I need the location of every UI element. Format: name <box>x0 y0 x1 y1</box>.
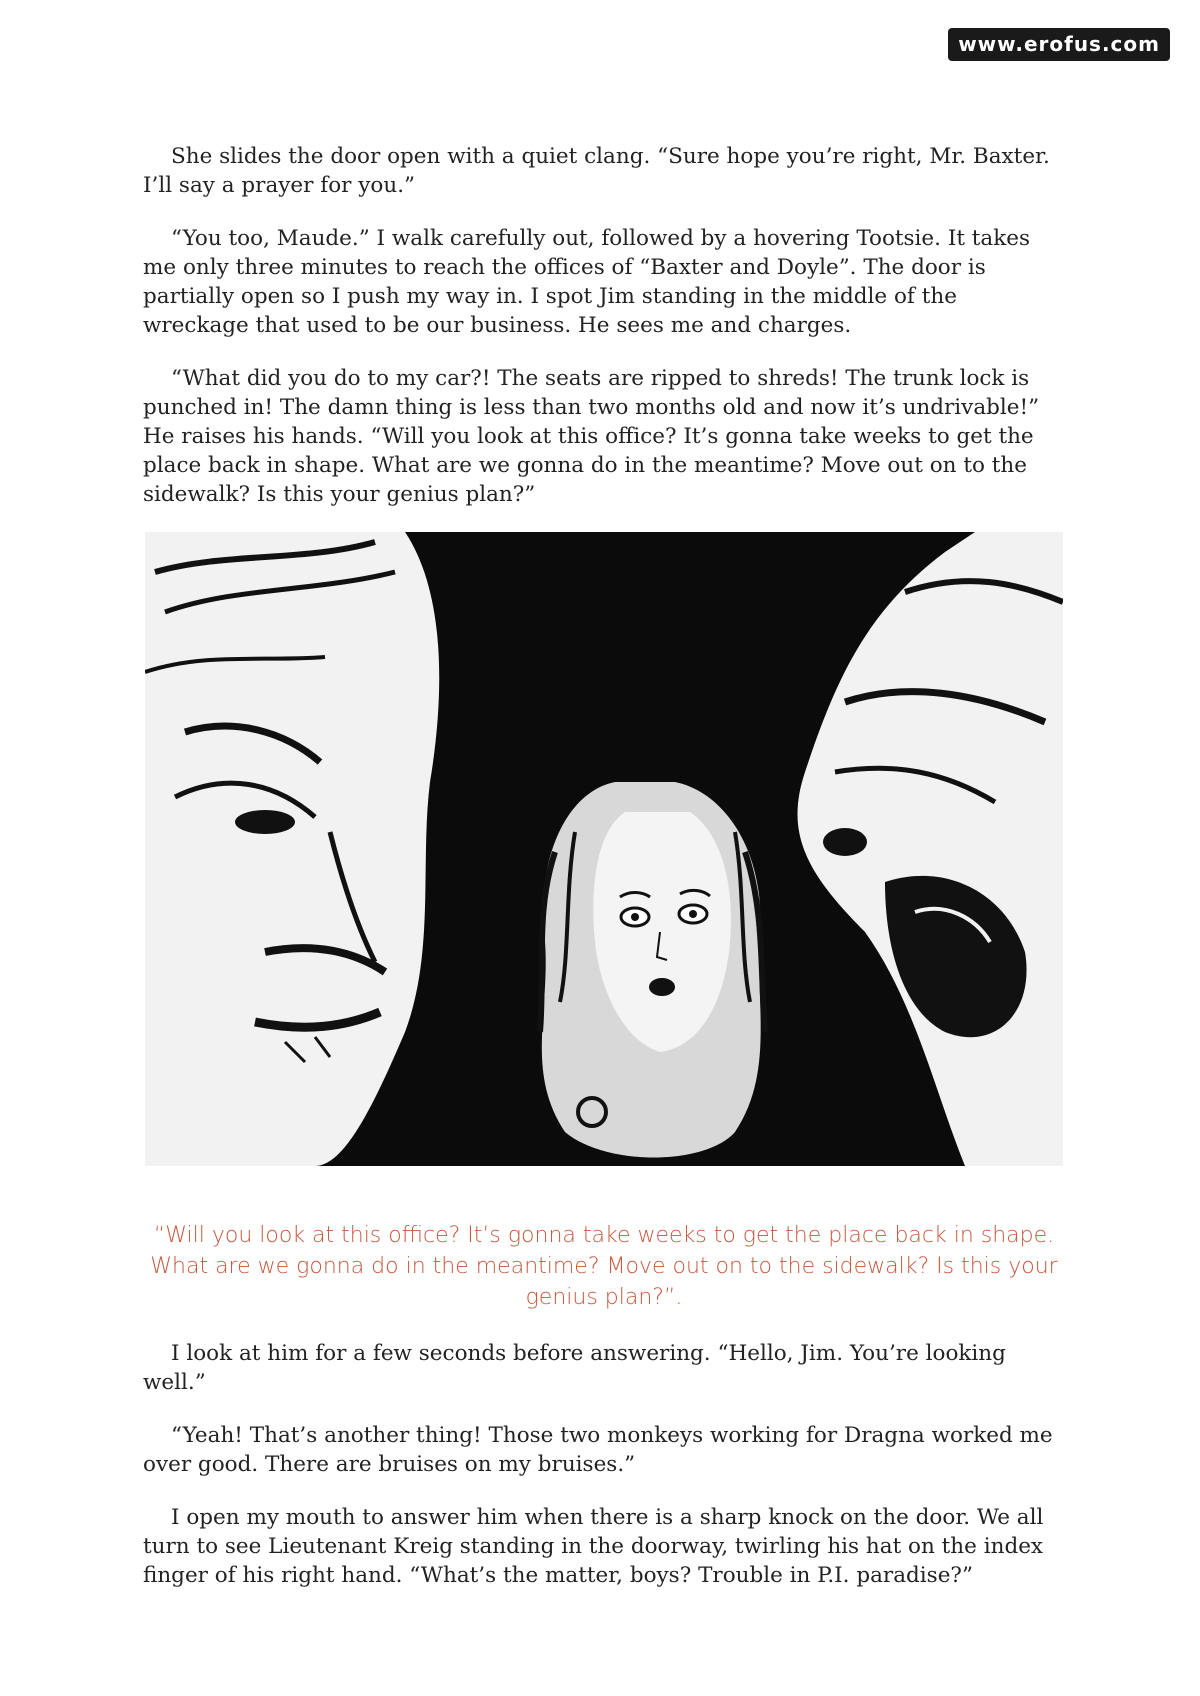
watermark: www.erofus.com <box>948 28 1170 61</box>
comic-panel-illustration <box>145 532 1063 1166</box>
paragraph: “Yeah! That’s another thing! Those two monkeys working for Dragna worked me over good. There are bruises on my bruises.” <box>143 1423 1053 1477</box>
paragraph: “What did you do to my car?! The seats are ripped to shreds! The trunk lock is punched in! The damn thing is less than two months old and now it’s undrivable!” He raises his hands. “Will you look at this office? It’s gonna take weeks to get the place back in shape. What are we gonna do in the meantime? Move out on to the sidewalk? Is this your genius plan?” <box>143 366 1040 507</box>
pull-quote-caption: “Will you look at this office? It’s gonna take weeks to get the place back in shape. What are we gonna do in the meantime? Move out on to the sidewalk? Is this your genius plan?”. <box>150 1223 1058 1310</box>
story-text-top <box>143 142 1065 533</box>
paragraph: She slides the door open with a quiet clang. “Sure hope you’re right, Mr. Baxter. I’ll say a prayer for you.” <box>143 144 1050 198</box>
paragraph: I look at him for a few seconds before answering. “Hello, Jim. You’re looking well.” <box>143 1341 1006 1395</box>
woman-figure <box>540 782 765 1158</box>
story-text-bottom <box>143 1339 1065 1614</box>
paragraph: “You too, Maude.” I walk carefully out, followed by a hovering Tootsie. It takes me only three minutes to reach the offices of “Baxter and Doyle”. The door is partially open so I push my way in. I spot Jim standing in the middle of the wreckage that used to be our business. He sees me and charges. <box>143 226 1031 338</box>
paragraph: I open my mouth to answer him when there is a sharp knock on the door. We all turn to see Lieutenant Kreig standing in the doorway, twirling his hat on the index finger of his right hand. “What’s the matter, boys? Trouble in P.I. paradise?” <box>143 1505 1044 1588</box>
